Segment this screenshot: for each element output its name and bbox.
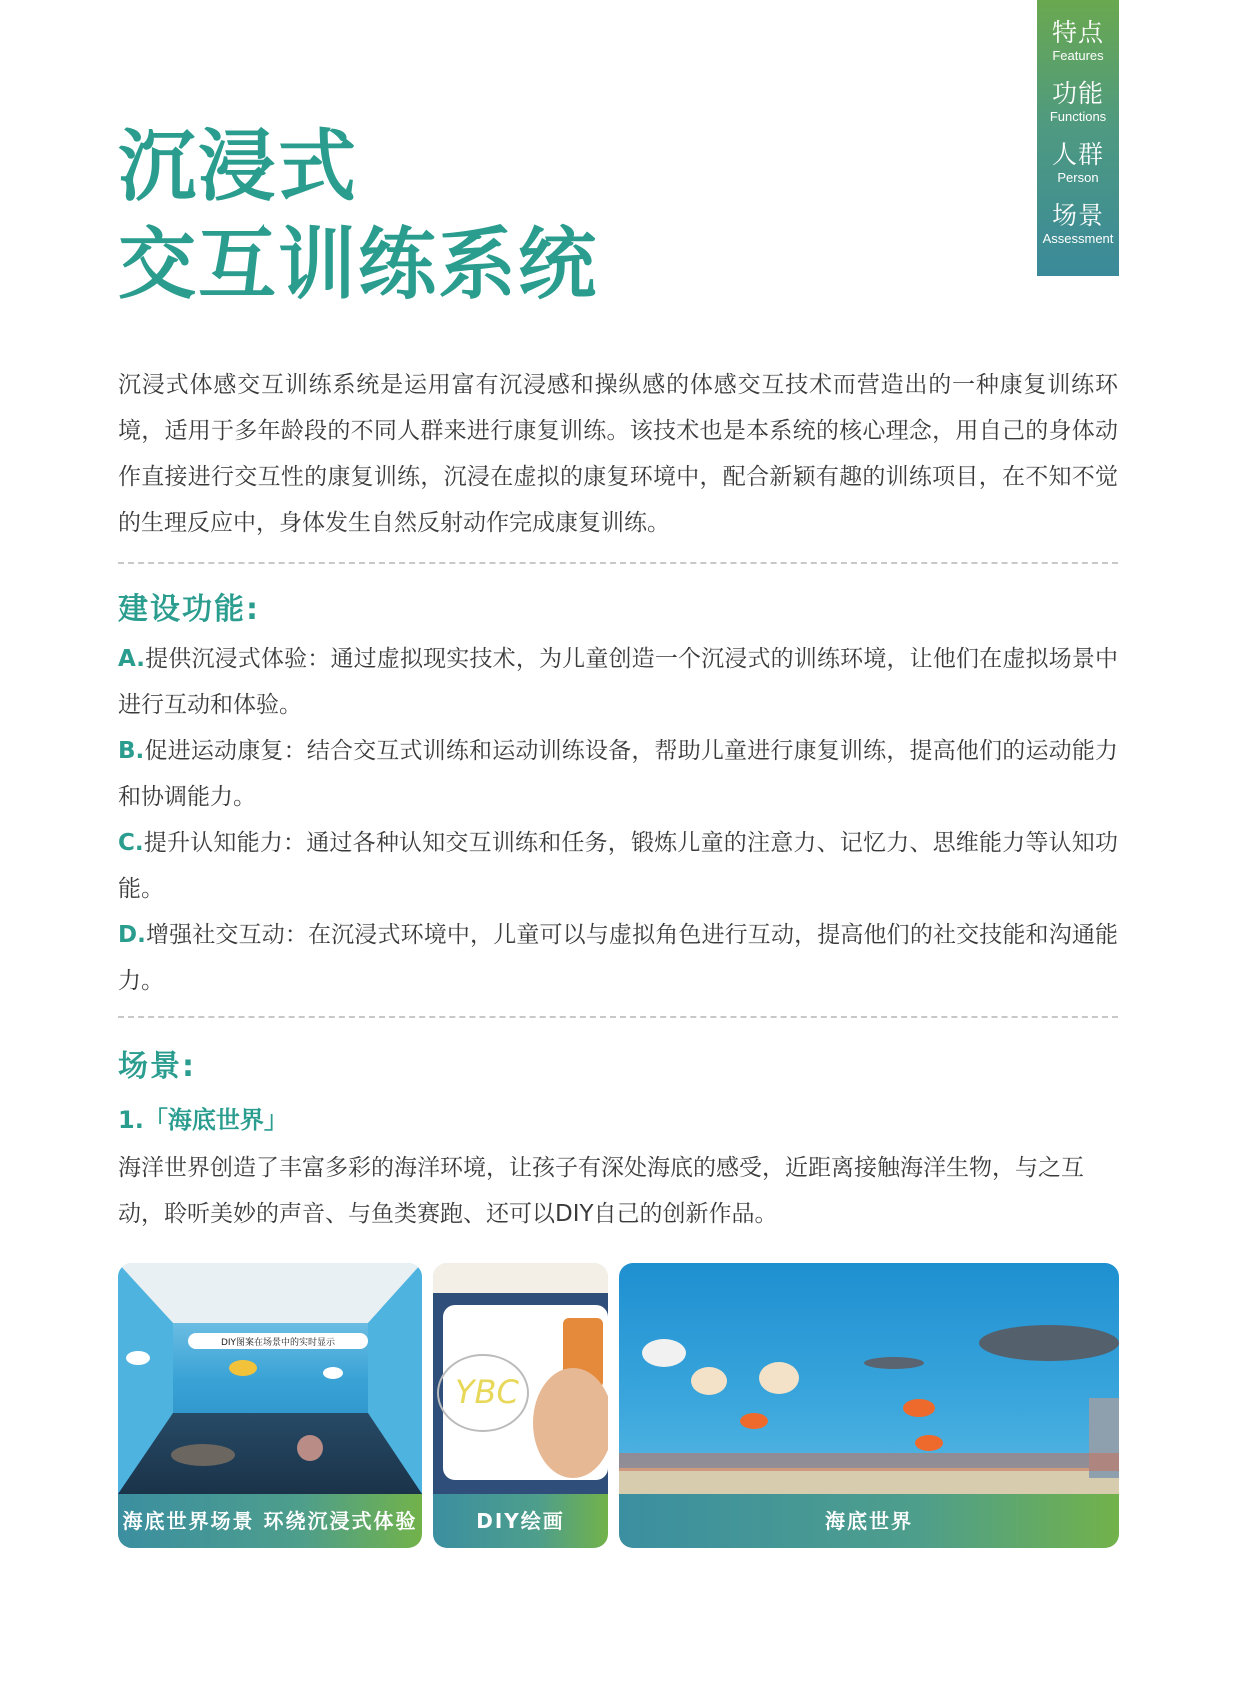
list-item [118,636,1118,728]
side-tab-en: Assessment [1042,231,1114,246]
page-title [118,118,598,314]
list-item-letter: C. [118,830,144,856]
page-title-line1: 沉浸式 [118,122,359,212]
photo-undersea-world [619,1263,1119,1548]
side-tab-zh: 功能 [1051,79,1104,108]
divider [118,1016,1118,1018]
side-tab-assessment[interactable] [1037,201,1119,247]
list-item-text: 提供沉浸式体验：通过虚拟现实技术，为儿童创造一个沉浸式的训练环境，让他们在虚拟场景中进行互动和体验。 [118,646,1118,718]
list-item-text: 增强社交互动：在沉浸式环境中，儿童可以与虚拟角色进行互动，提高他们的社交技能和沟通能力。 [118,922,1118,994]
side-tab-zh: 特点 [1051,18,1104,47]
list-item-letter: B. [118,738,145,764]
scene-description: 海洋世界创造了丰富多彩的海洋环境，让孩子有深处海底的感受，近距离接触海洋生物，与之互动，聆听美妙的声音、与鱼类赛跑、还可以DIY自己的创新作品。 [118,1155,1084,1227]
diy-drawing-image [433,1263,608,1494]
side-tab-features[interactable] [1037,18,1119,64]
list-item-text: 提升认知能力：通过各种认知交互训练和任务，锻炼儿童的注意力、记忆力、思维能力等认知功能。 [118,830,1118,902]
list-item-letter: A. [118,646,145,672]
scene-title: 1.「海底世界」 [118,1106,288,1134]
list-item-letter: D. [118,922,146,948]
side-tab-en: Features [1052,48,1104,63]
overlay-label: DIY图案在场景中的实时显示 [220,1338,336,1348]
undersea-world-image [619,1263,1119,1494]
functions-heading: 建设功能: [118,592,260,627]
photo-diy-drawing [433,1263,608,1548]
immersive-room-image [118,1263,422,1494]
side-tab-en: Functions [1049,109,1107,124]
side-tab-en: Person [1057,170,1099,185]
photo-immersive-room [118,1263,422,1548]
side-tab-zh: 人群 [1051,140,1104,169]
drawing-text: YBC [455,1373,519,1411]
list-item-text: 促进运动康复：结合交互式训练和运动训练设备，帮助儿童进行康复训练，提高他们的运动能力和协调能力。 [118,738,1118,810]
list-item [118,820,1118,912]
list-item [118,728,1118,820]
side-tab-zh: 场景 [1051,201,1104,230]
intro-paragraph: 沉浸式体感交互训练系统是运用富有沉浸感和操纵感的体感交互技术而营造出的一种康复训练环境，适用于多年龄段的不同人群来进行康复训练。该技术也是本系统的核心理念，用自己的身体动作直接进行交互性的康复训练，沉浸在虚拟的康复环境中，配合新颖有趣的训练项目，在不知不觉的生理反应中，身体发生自然反射动作完成康复训练。 [118,372,1118,536]
scenes-heading: 场景: [118,1049,196,1084]
functions-list [118,636,1118,1004]
side-tab-functions[interactable] [1037,79,1119,125]
photo-caption: DIY绘画 [433,1494,608,1548]
side-nav [1037,0,1119,276]
list-item [118,912,1118,1004]
photo-caption: 海底世界 [619,1494,1119,1548]
divider [118,562,1118,564]
side-tab-person[interactable] [1037,140,1119,186]
page-title-line2: 交互训练系统 [118,220,599,310]
photo-caption: 海底世界场景 环绕沉浸式体验 [118,1494,422,1548]
